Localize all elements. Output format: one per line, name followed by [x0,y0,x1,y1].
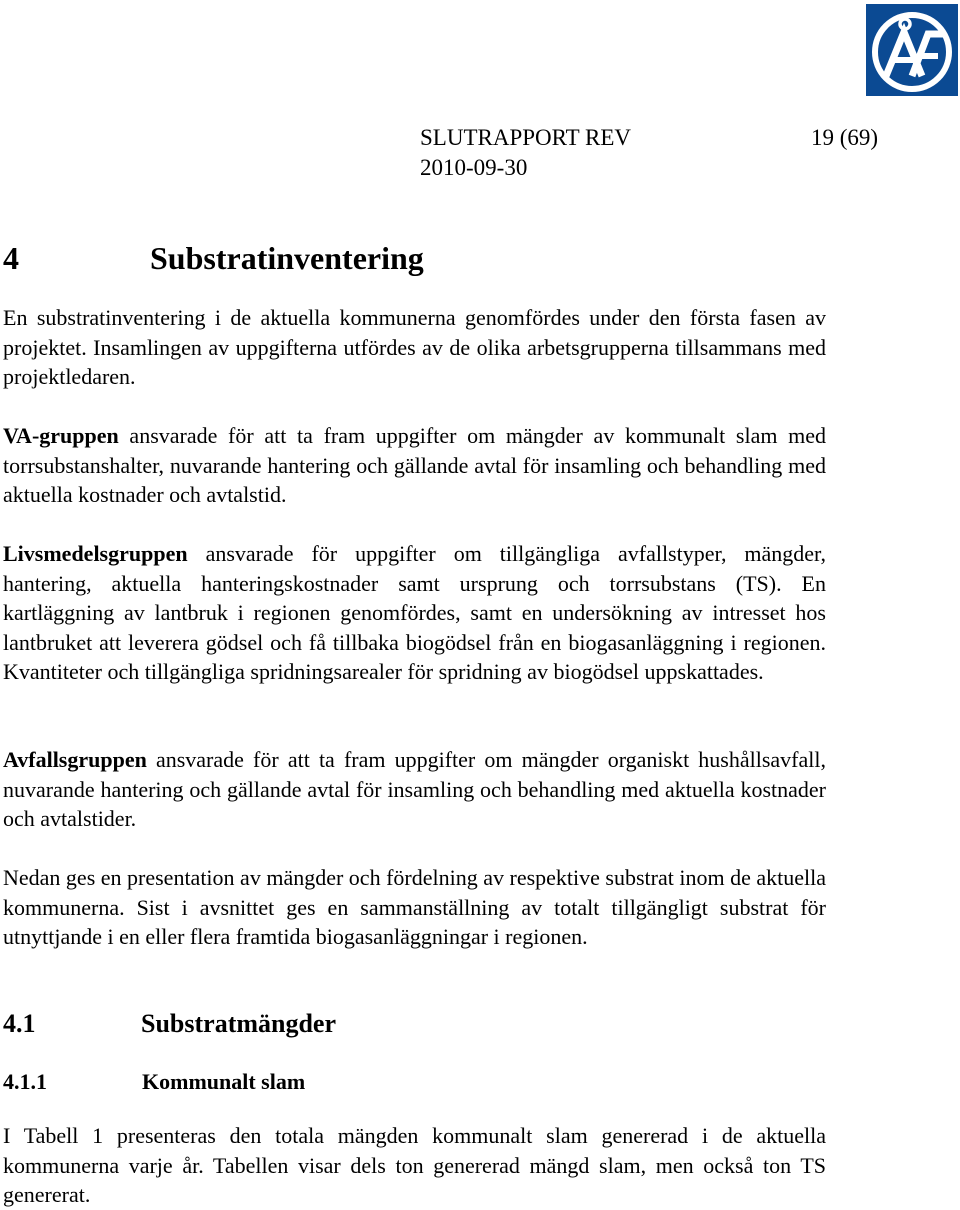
subsubsection-number: 4.1.1 [3,1069,47,1094]
report-date: 2010-09-30 [420,155,528,180]
paragraph-va-gruppen [3,421,826,510]
paragraph-tabell: I Tabell 1 presenteras den totala mängden kommunalt slam genererad i de aktuella kommunerna varje år. Tabellen visar dels ton genererad mängd slam, men också ton TS genererat. [3,1123,826,1208]
livsmedelsgruppen-lead: Livsmedelsgruppen [3,541,188,566]
avfallsgruppen-text: ansvarade för att ta fram uppgifter om mängder organiskt hushållsavfall, nuvarande hantering och gällande avtal för insamling och behandling med aktuella kostnader och avtalstider. [3,747,826,832]
va-gruppen-lead: VA-gruppen [3,423,119,448]
af-logo-icon [866,4,958,96]
subsubsection-title: Kommunalt slam [142,1069,306,1094]
livsmedelsgruppen-text: ansvarade för uppgifter om tillgängliga avfallstyper, mängder, hantering, aktuella hanteringskostnader samt ursprung och torrsubstans (TS). En kartläggning av lantbruk i regionen genomfördes, samt en undersökning av intresset hos lantbruket att leverera gödsel och få tillbaka biogödsel från en biogasanläggning i regionen. Kvantiteter och tillgängliga spridningsarealer för spridning av biogödsel uppskattades. [3,541,826,685]
paragraph-avfallsgruppen [3,745,826,834]
paragraph-livsmedelsgruppen [3,539,826,687]
subsection-title: Substratmängder [141,1009,337,1038]
page-number: 19 (69) [811,125,879,150]
report-title: SLUTRAPPORT REV [420,125,631,150]
subsection-number: 4.1 [3,1009,36,1038]
avfallsgruppen-lead: Avfallsgruppen [3,747,147,772]
paragraph-presentation: Nedan ges en presentation av mängder och fördelning av respektive substrat inom de aktuella kommunerna. Sist i avsnittet ges en sammanställning av totalt tillgängligt substrat för utnyttjande i en eller flera framtida biogasanläggningar i regionen. [3,865,826,950]
va-gruppen-text: ansvarade för att ta fram uppgifter om mängder av kommunalt slam med torrsubstanshalter, nuvarande hantering och gällande avtal för insamling och behandling med aktuella kostnader och avtalstid. [3,423,826,508]
section-title: Substratinventering [150,240,424,276]
paragraph-intro: En substratinventering i de aktuella kommunerna genomfördes under den första fasen av projektet. Insamlingen av uppgifterna utfördes av de olika arbetsgrupperna tillsammans med projektledaren. [3,305,826,390]
af-logo [866,4,958,96]
section-number: 4 [3,240,19,276]
